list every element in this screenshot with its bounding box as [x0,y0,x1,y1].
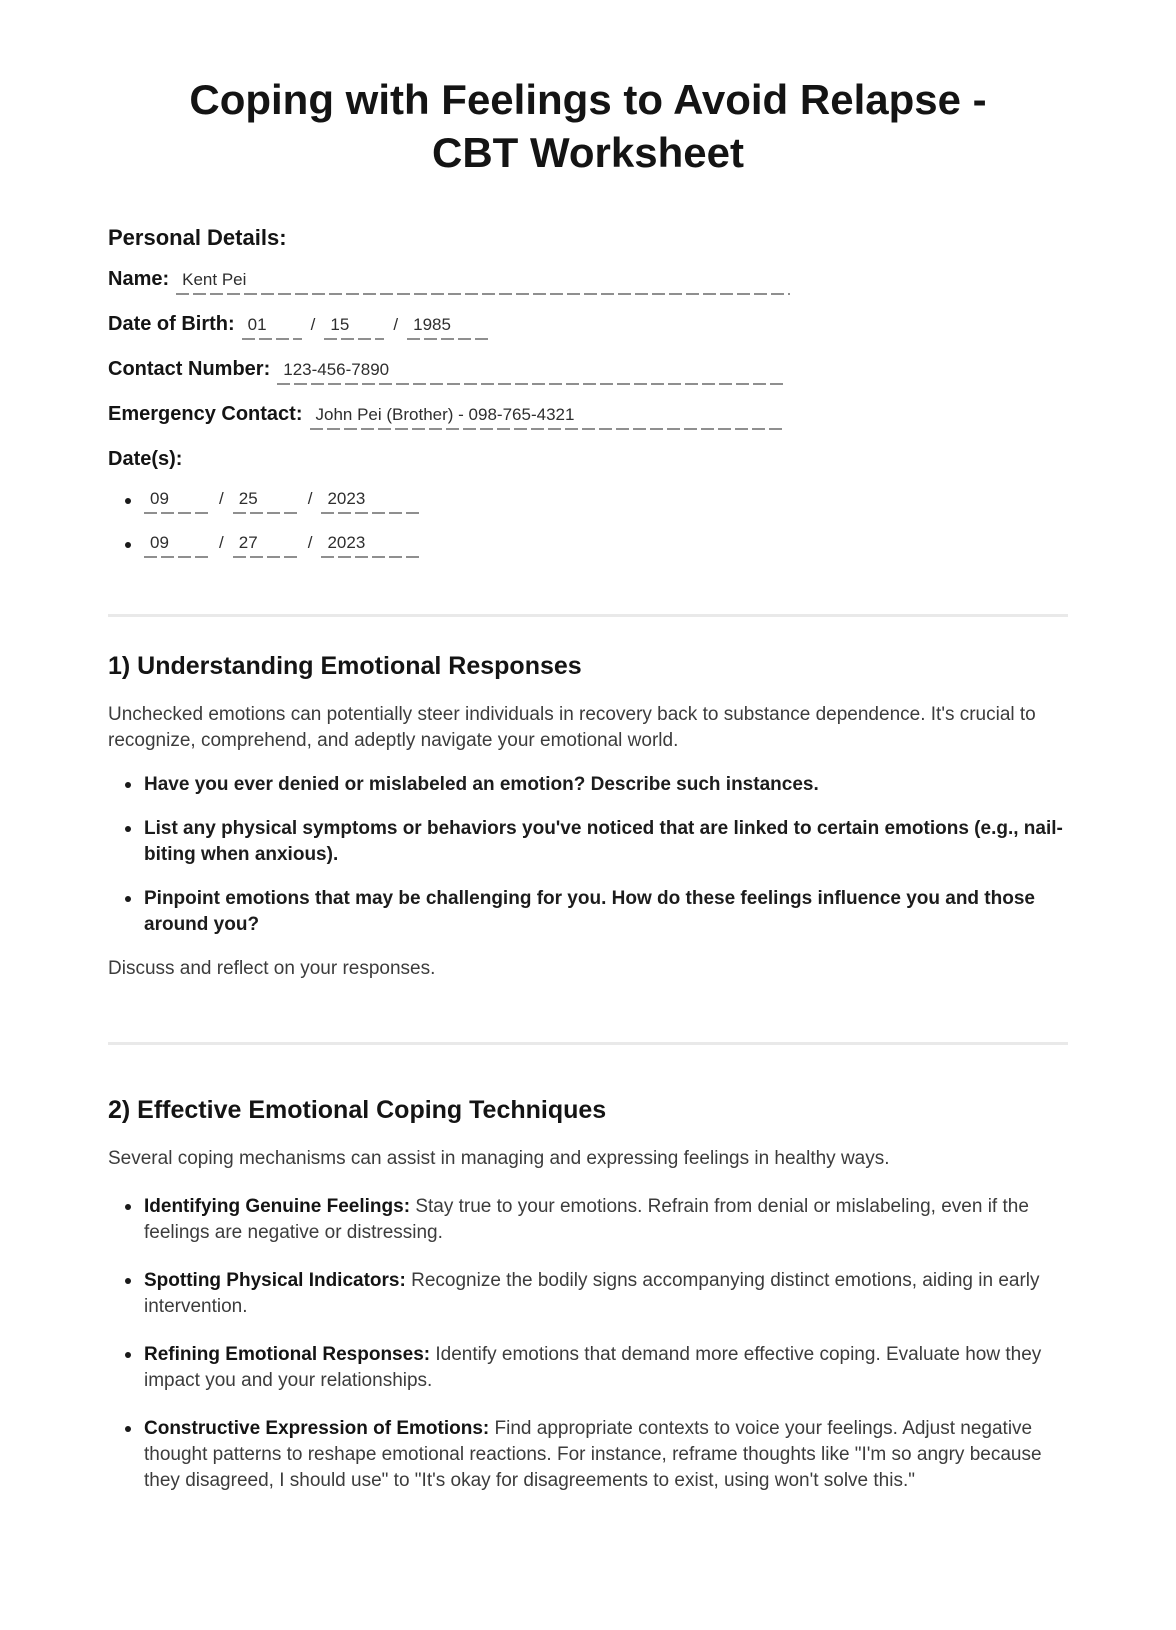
date2-day-value: 27 [238,533,258,552]
bullet-desc: Stay true to your emotions. Refrain from denial or mislabeling, even if the feelings are negative or distressing. [144,1196,1029,1243]
list-item [108,1342,1068,1394]
section2-bullet-text [144,1268,1068,1320]
section1-outro: Discuss and reflect on your responses. [108,958,436,979]
bullet-term: Constructive Expression of Emotions: [144,1418,490,1439]
date1-month-value: 09 [150,489,169,508]
dates-label: Date(s): [108,448,183,470]
dob-day-value: 15 [330,315,350,334]
section2-intro: Several coping mechanisms can assist in managing and expressing feelings in healthy ways. [108,1148,890,1169]
emergency-contact-field[interactable] [310,405,786,431]
dob-year-value: 1985 [413,315,451,334]
section2-bullet-text [144,1194,1068,1246]
bullet-icon [125,1204,131,1210]
bullet-desc: Recognize the bodily signs accompanying distinct emotions, aiding in early intervention. [144,1270,1040,1317]
date1-year-value: 2023 [327,489,366,508]
dob-day-field[interactable] [324,315,384,341]
section1-bullet-list [108,772,1068,938]
dob-label: Date of Birth: [108,313,235,335]
dob-month-field[interactable] [242,315,302,341]
section1-bullet-text: Pinpoint emotions that may be challenging for you. How do these feelings influence you and those around you? [144,888,1035,935]
bullet-icon [125,1278,131,1284]
emergency-contact-value: John Pei (Brother) - 098-765-4321 [315,405,575,424]
section-divider [108,1042,1068,1045]
section-divider [108,614,1068,617]
date-separator: / [310,315,316,334]
emergency-contact-row [108,403,1068,431]
name-row [108,268,1068,296]
date1-day-value: 25 [238,489,258,508]
bullet-icon [125,498,131,504]
date2-year-value: 2023 [327,533,366,552]
bullet-desc: Identify emotions that demand more effective coping. Evaluate how they impact you and your relationships. [144,1344,1042,1391]
date-entry-row [108,489,1068,515]
date2-year-field[interactable] [321,533,421,559]
contact-number-value: 123-456-7890 [283,360,390,379]
list-item [108,1194,1068,1246]
page-title [108,74,1068,179]
section1-bullet-text: Have you ever denied or mislabeled an emotion? Describe such instances. [144,774,819,795]
name-field[interactable] [176,270,790,296]
list-item [108,772,1068,798]
personal-details-heading: Personal Details: [108,225,287,250]
name-value: Kent Pei [182,270,247,289]
list-item [108,816,1068,868]
date-separator: / [219,489,224,508]
contact-number-field[interactable] [277,360,787,386]
date-separator: / [307,533,313,552]
bullet-icon [125,896,131,902]
emergency-contact-label: Emergency Contact: [108,403,303,425]
date1-month-field[interactable] [144,489,210,515]
contact-number-row [108,358,1068,386]
page-title-line2: CBT Worksheet [432,128,744,176]
name-label: Name: [108,268,170,290]
dob-row [108,313,1068,341]
list-item [108,1268,1068,1320]
section2-bullet-text [144,1416,1068,1494]
bullet-icon [125,1352,131,1358]
dates-label-row [108,448,1068,471]
section1-heading: 1) Understanding Emotional Responses [108,652,582,680]
bullet-icon [125,826,131,832]
date1-year-field[interactable] [321,489,421,515]
date-separator: / [393,315,399,334]
list-item [108,886,1068,938]
bullet-icon [125,782,131,788]
date2-month-value: 09 [150,533,169,552]
bullet-term: Identifying Genuine Feelings: [144,1196,411,1217]
bullet-term: Spotting Physical Indicators: [144,1270,406,1291]
bullet-icon [125,542,131,548]
list-item [108,1416,1068,1494]
bullet-desc: Find appropriate contexts to voice your feelings. Adjust negative thought patterns to reshape emotional reactions. For instance, reframe thoughts like "I'm so angry because they disagreed, I should use" to "It's okay for disagreements to exist, using won't solve this." [144,1418,1042,1491]
section2-bullet-text [144,1342,1068,1394]
bullet-icon [125,1426,131,1432]
page-title-line1: Coping with Feelings to Avoid Relapse - [189,76,987,123]
bullet-term: Refining Emotional Responses: [144,1344,431,1365]
dob-year-field[interactable] [407,315,491,341]
date2-month-field[interactable] [144,533,210,559]
section1-intro: Unchecked emotions can potentially steer individuals in recovery back to substance dependence. It's crucial to recognize, comprehend, and adeptly navigate your emotional world. [108,704,1036,751]
date-separator: / [219,533,224,552]
contact-number-label: Contact Number: [108,358,271,380]
section1-bullet-text: List any physical symptoms or behaviors you've noticed that are linked to certain emotions (e.g., nail-biting when anxious). [144,818,1063,865]
section2-bullet-list [108,1194,1068,1494]
dob-month-value: 01 [247,315,267,334]
date1-day-field[interactable] [233,489,299,515]
section2-heading: 2) Effective Emotional Coping Techniques [108,1096,607,1124]
date2-day-field[interactable] [233,533,299,559]
date-entry-row [108,533,1068,559]
date-separator: / [307,489,313,508]
